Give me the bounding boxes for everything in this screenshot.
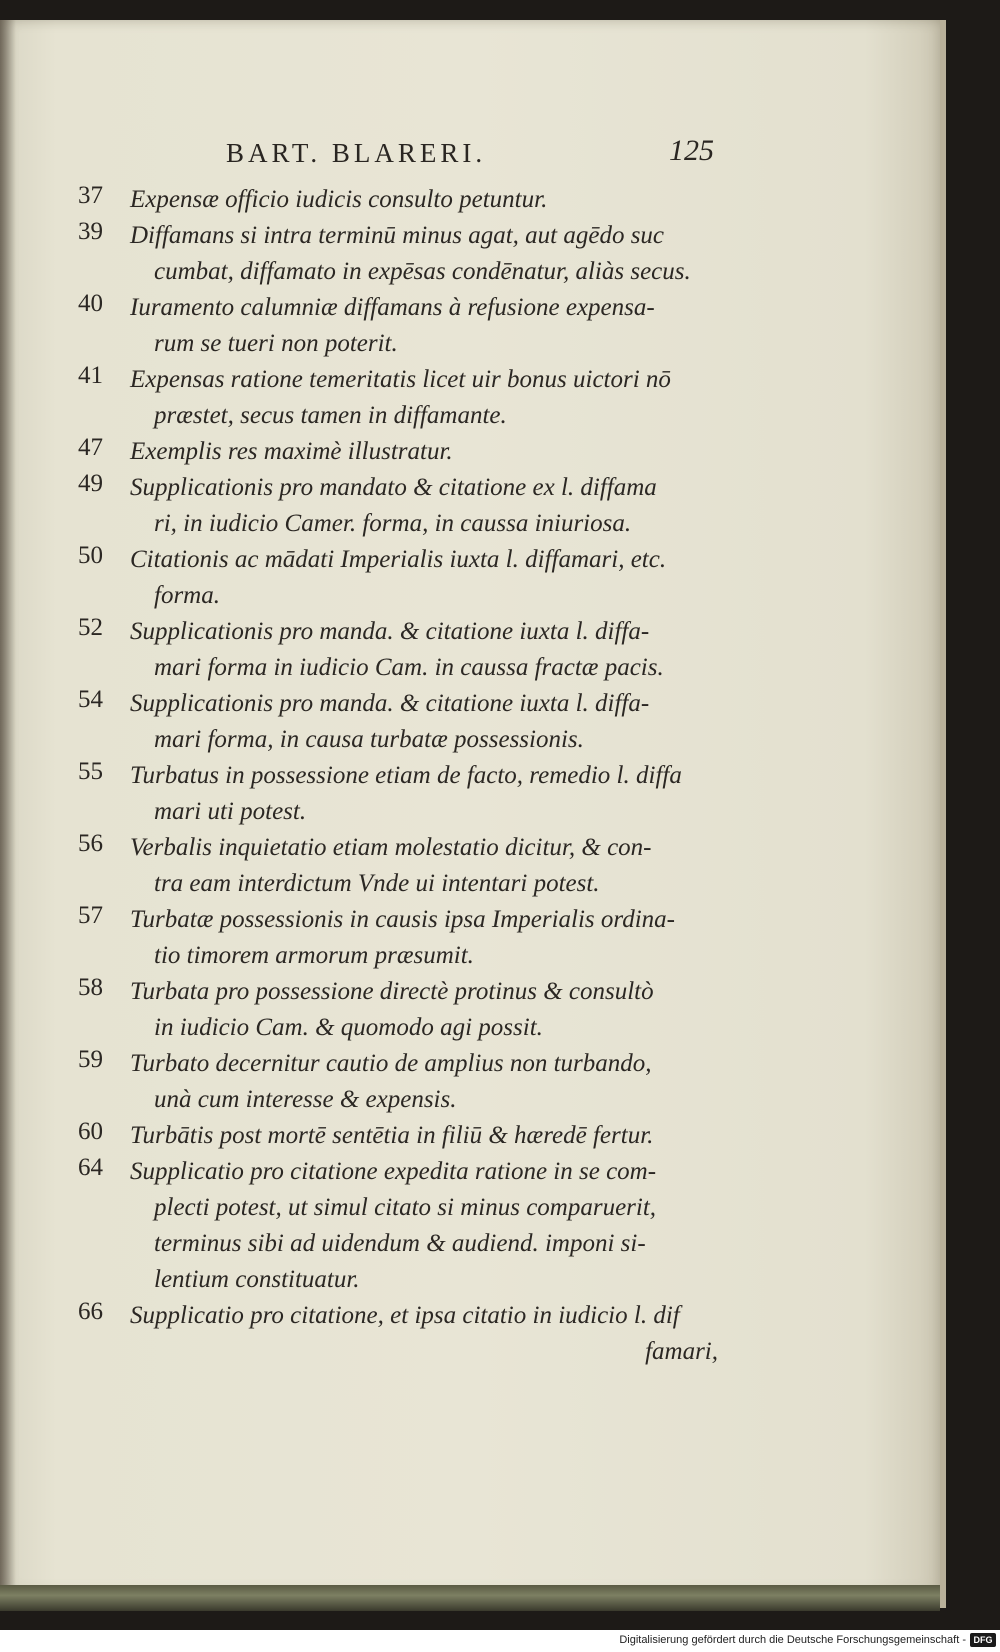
index-entry — [78, 1046, 718, 1118]
entry-line: Diffamans si intra terminū minus agat, aut agēdo suc — [130, 222, 665, 249]
entry-text — [130, 1154, 718, 1298]
entry-text — [130, 686, 718, 758]
entry-text — [130, 434, 718, 470]
entry-line: in iudicio Cam. & quomodo agi possit. — [154, 1014, 543, 1041]
entry-number: 59 — [78, 1046, 103, 1073]
entry-text — [130, 290, 718, 362]
entry-text — [130, 830, 718, 902]
entry-number: 39 — [78, 218, 103, 245]
index-entry — [78, 1298, 718, 1334]
entry-text — [130, 1046, 718, 1118]
entry-line: cumbat, diffamato in expēsas condēnatur, aliàs secus. — [154, 258, 691, 285]
entry-line: plecti potest, ut simul citato si minus comparuerit, — [154, 1194, 657, 1221]
dfg-logo: DFG — [970, 1633, 996, 1647]
entry-number: 41 — [78, 362, 103, 389]
index-entry — [78, 1154, 718, 1298]
entry-number: 64 — [78, 1154, 103, 1181]
index-entry — [78, 182, 718, 218]
index-entry — [78, 902, 718, 974]
entry-text — [130, 1298, 718, 1334]
entry-line: præstet, secus tamen in diffamante. — [154, 402, 507, 429]
entry-number: 58 — [78, 974, 103, 1001]
entry-number: 66 — [78, 1298, 103, 1325]
entry-number: 50 — [78, 542, 103, 569]
entry-number: 60 — [78, 1118, 103, 1145]
entry-line: forma. — [154, 582, 220, 609]
entry-line: Iuramento calumniæ diffamans à refusione expensa- — [130, 294, 655, 321]
index-entry — [78, 290, 718, 362]
catchword-text — [130, 1334, 718, 1370]
catchword: famari, — [645, 1338, 718, 1365]
entry-line: Exemplis res maximè illustratur. — [130, 438, 453, 465]
entry-number: 37 — [78, 182, 103, 209]
entry-line: Expensas ratione temeritatis licet uir bonus uictori nō — [130, 366, 671, 393]
entry-line: lentium constituatur. — [154, 1266, 360, 1293]
index-entry — [78, 686, 718, 758]
entry-line: mari forma, in causa turbatæ possessionis. — [154, 726, 584, 753]
entry-number: 49 — [78, 470, 103, 497]
entry-number: 40 — [78, 290, 103, 317]
index-entries — [78, 182, 718, 1370]
gutter-shadow — [0, 20, 16, 1608]
index-entry — [78, 542, 718, 614]
entry-line: Supplicatio pro citatione expedita ratione in se com- — [130, 1158, 657, 1185]
entry-line: tra eam interdictum Vnde ui intentari potest. — [154, 870, 600, 897]
entry-text — [130, 182, 718, 218]
entry-line: Turbātis post mortē sentētia in filiū & hæredē fertur. — [130, 1122, 654, 1149]
entry-number: 55 — [78, 758, 103, 785]
index-entry — [78, 758, 718, 830]
entry-line: Turbata pro possessione directè protinus & consultò — [130, 978, 654, 1005]
running-title: BART. BLARERI. — [226, 138, 487, 168]
entry-line: Verbalis inquietatio etiam molestatio dicitur, & con- — [130, 834, 652, 861]
entry-line: Turbatæ possessionis in causis ipsa Imperialis ordina- — [130, 906, 675, 933]
page-bottom-edge — [0, 1585, 940, 1611]
entry-text — [130, 974, 718, 1046]
index-entry — [78, 1118, 718, 1154]
page-number: 125 — [669, 134, 714, 167]
entry-line: Citationis ac mādati Imperialis iuxta l. diffamari, etc. — [130, 546, 667, 573]
entry-line: mari forma in iudicio Cam. in caussa fractæ pacis. — [154, 654, 664, 681]
entry-text — [130, 542, 718, 614]
entry-line: Expensæ officio iudicis consulto petuntur. — [130, 186, 548, 213]
entry-line: Supplicationis pro manda. & citatione iuxta l. diffa- — [130, 690, 650, 717]
index-entry — [78, 434, 718, 470]
funding-credit: Digitalisierung gefördert durch die Deutsche Forschungsgemeinschaft - — [619, 1634, 966, 1646]
index-entry — [78, 614, 718, 686]
entry-text — [130, 362, 718, 434]
entry-line: mari uti potest. — [154, 798, 307, 825]
entry-number: 56 — [78, 830, 103, 857]
index-entry — [78, 974, 718, 1046]
entry-line: Turbato decernitur cautio de amplius non turbando, — [130, 1050, 652, 1077]
entry-text — [130, 902, 718, 974]
index-entry — [78, 470, 718, 542]
entry-text — [130, 1118, 718, 1154]
entry-text — [130, 758, 718, 830]
catchword-row — [78, 1334, 718, 1370]
entry-line: Supplicationis pro manda. & citatione iuxta l. diffa- — [130, 618, 650, 645]
entry-number: 47 — [78, 434, 103, 461]
entry-line: ri, in iudicio Camer. forma, in caussa iniuriosa. — [154, 510, 632, 537]
index-entry — [78, 830, 718, 902]
entry-number: 57 — [78, 902, 103, 929]
entry-text — [130, 470, 718, 542]
entry-line: rum se tueri non poterit. — [154, 330, 398, 357]
entry-line: terminus sibi ad uidendum & audiend. imponi si- — [154, 1230, 646, 1257]
entry-number: 52 — [78, 614, 103, 641]
entry-line: unà cum interesse & expensis. — [154, 1086, 457, 1113]
entry-line: tio timorem armorum præsumit. — [154, 942, 474, 969]
entry-line: Supplicatio pro citatione, et ipsa citatio in iudicio l. dif — [130, 1302, 680, 1329]
index-entry — [78, 218, 718, 290]
page-header — [226, 134, 714, 178]
entry-line: Supplicationis pro mandato & citatione ex l. diffama — [130, 474, 657, 501]
entry-line: Turbatus in possessione etiam de facto, remedio l. diffa — [130, 762, 682, 789]
entry-text — [130, 614, 718, 686]
entry-text — [130, 218, 718, 290]
index-entry — [78, 362, 718, 434]
entry-number: 54 — [78, 686, 103, 713]
